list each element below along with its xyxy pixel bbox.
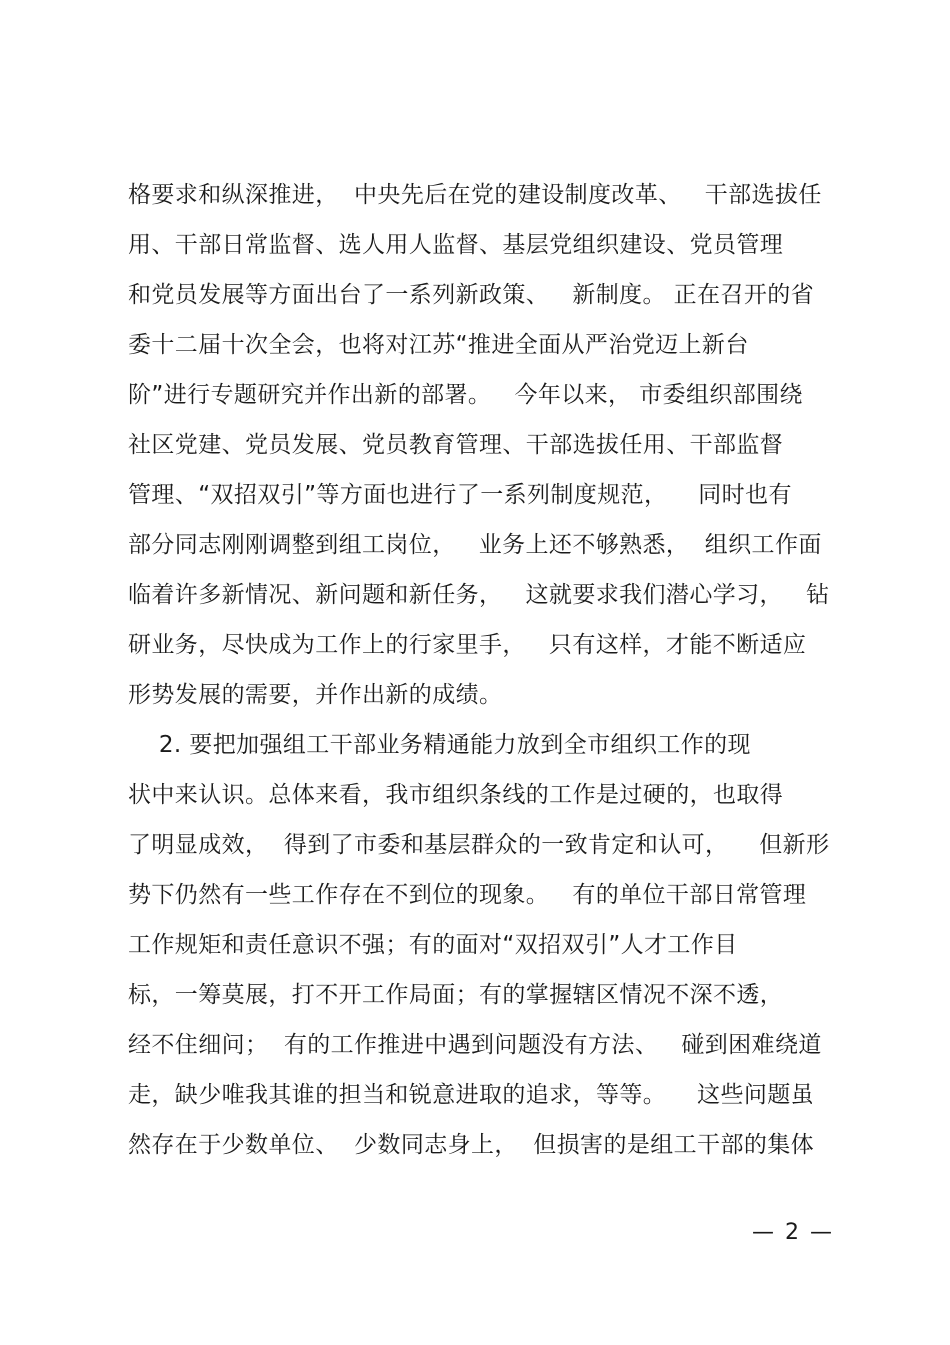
body-line-11: 形势发展的需要，并作出新的成绩。	[128, 682, 503, 708]
body-line-3: 和党员发展等方面出台了一系列新政策、 新制度。 正在召开的省	[128, 282, 815, 308]
body-line-6: 社区党建、党员发展、党员教育管理、干部选拔任用、干部监督	[128, 432, 784, 458]
body-line-14: 了明显成效， 得到了市委和基层群众的一致肯定和认可， 但新形	[128, 832, 830, 858]
body-line-9: 临着许多新情况、新问题和新任务， 这就要求我们潜心学习， 钻	[128, 582, 830, 608]
page-number: — 2 —	[752, 1220, 834, 1245]
body-line-18: 经不住细问； 有的工作推进中遇到问题没有方法、 碰到困难绕道	[128, 1032, 822, 1058]
body-line-15: 势下仍然有一些工作存在不到位的现象。 有的单位干部日常管理	[128, 882, 807, 908]
body-line-13: 状中来认识。总体来看，我市组织条线的工作是过硬的，也取得	[128, 782, 784, 808]
body-line-19: 走，缺少唯我其谁的担当和锐意进取的追求，等等。 这些问题虽	[128, 1082, 815, 1108]
body-line-16: 工作规矩和责任意识不强；有的面对“双招双引”人才工作目	[128, 932, 738, 958]
body-line-8: 部分同志刚刚调整到组工岗位， 业务上还不够熟悉， 组织工作面	[128, 532, 822, 558]
body-line-1: 格要求和纵深推进， 中央先后在党的建设制度改革、 干部选拔任	[128, 182, 822, 208]
section-heading-2: 2. 要把加强组工干部业务精通能力放到全市组织工作的现	[128, 732, 751, 758]
body-line-5: 阶”进行专题研究并作出新的部署。 今年以来， 市委组织部围绕	[128, 382, 803, 408]
body-line-4: 委十二届十次全会，也将对江苏“推进全面从严治党迈上新台	[128, 332, 749, 358]
body-line-2: 用、干部日常监督、选人用人监督、基层党组织建设、党员管理	[128, 232, 784, 258]
body-line-7: 管理、“双招双引”等方面也进行了一系列制度规范， 同时也有	[128, 482, 792, 508]
body-line-20: 然存在于少数单位、 少数同志身上， 但损害的是组工干部的集体	[128, 1132, 815, 1158]
body-line-17: 标，一筹莫展，打不开工作局面；有的掌握辖区情况不深不透，	[128, 982, 784, 1008]
body-line-10: 研业务，尽快成为工作上的行家里手， 只有这样，才能不断适应	[128, 632, 807, 658]
